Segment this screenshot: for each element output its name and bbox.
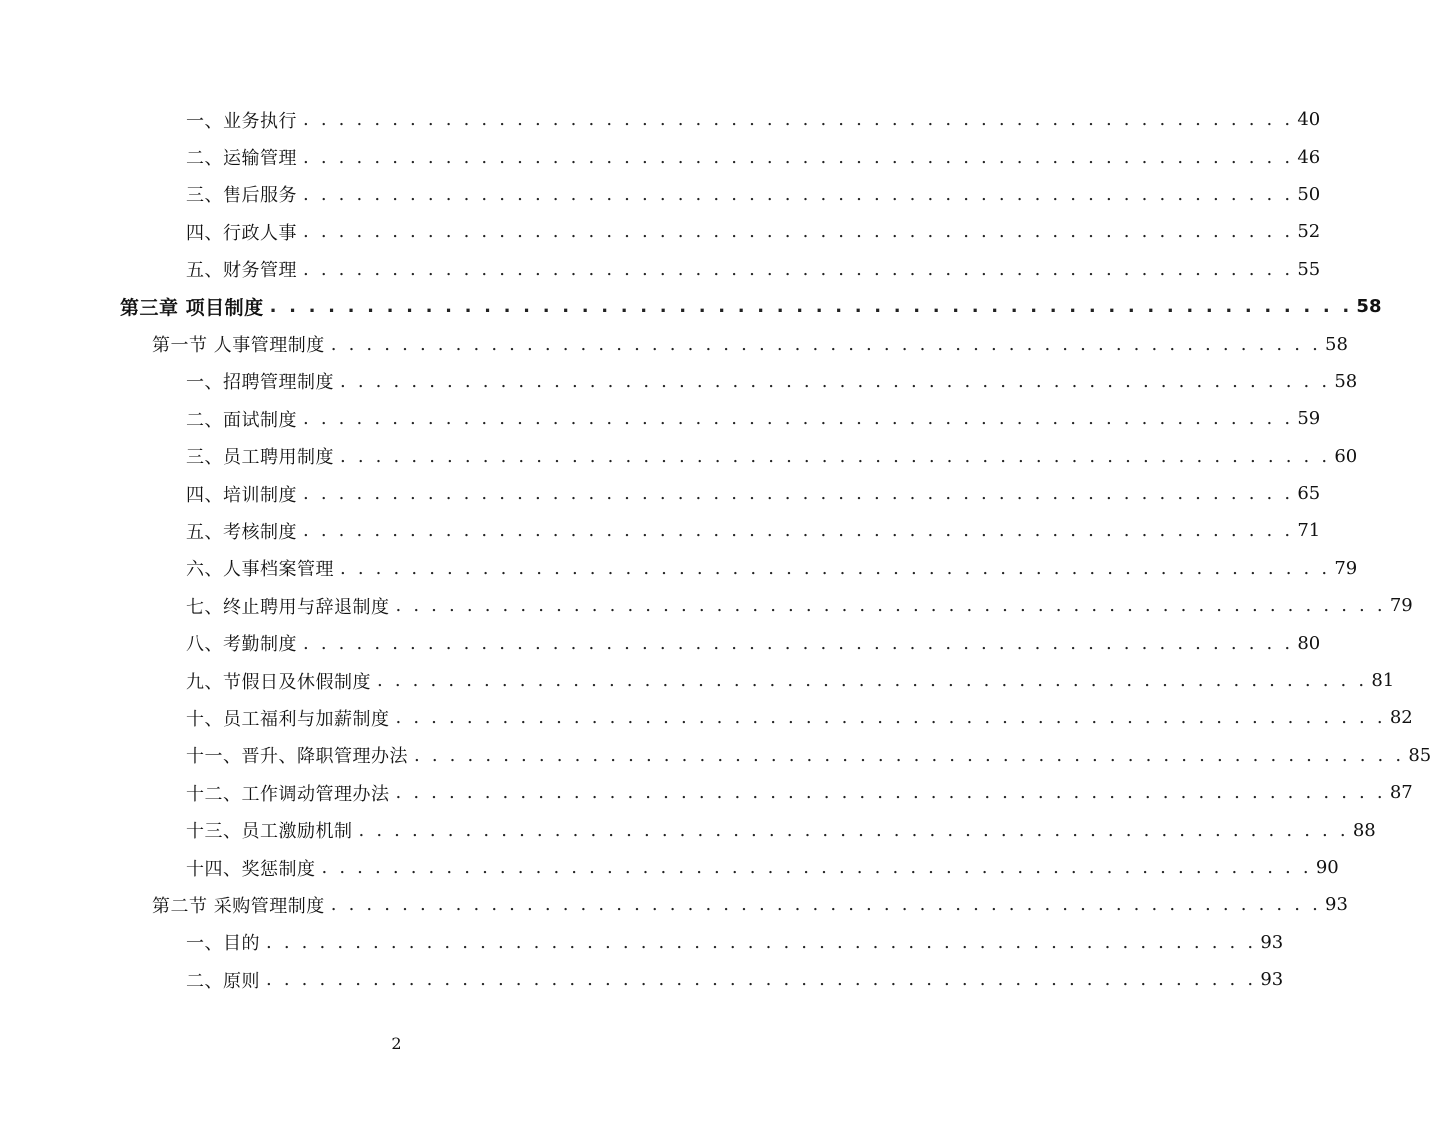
- toc-entry-page: 71: [1297, 520, 1321, 542]
- toc-entry-label: 一、业务执行: [186, 110, 297, 132]
- toc-entry-page: 55: [1297, 258, 1321, 280]
- dot-leader: . . . . . . . . . . . . . . . . . . . . . . . . . . . . . . . . . . . . . . . . . . . . . . . . . . . . . . . .: [269, 296, 1353, 318]
- toc-entry-item[interactable]: [0, 363, 1358, 400]
- toc-entry-page: 81: [1371, 670, 1395, 692]
- toc-entry-item[interactable]: [0, 961, 1284, 998]
- toc-entry-label: 四、行政人事: [186, 222, 297, 244]
- toc-entry-label: 第二节 采购管理制度: [152, 895, 325, 917]
- toc-entry-label: 三、售后服务: [186, 185, 297, 207]
- toc-entry-page: 90: [1315, 857, 1339, 878]
- toc-entry-item[interactable]: [0, 774, 1413, 811]
- toc-entry-label: 十、员工福利与加薪制度: [186, 708, 390, 730]
- toc-entry-page: 60: [1334, 445, 1358, 467]
- toc-entry-label: 三、员工聘用制度: [186, 447, 334, 469]
- dot-leader: . . . . . . . . . . . . . . . . . . . . . . . . . . . . . . . . . . . . . . . . . . . . . . . . . . . . . . . .: [395, 595, 1386, 617]
- toc-entry-item[interactable]: [0, 624, 1321, 661]
- toc-entry-label: 第一节 人事管理制度: [152, 335, 325, 357]
- page-number: 2: [391, 1034, 402, 1053]
- toc-entry-item[interactable]: [0, 512, 1321, 549]
- toc-entry-label: 二、原则: [186, 970, 260, 992]
- dot-leader: . . . . . . . . . . . . . . . . . . . . . . . . . . . . . . . . . . . . . . . . . . . . . . . . . . . . . . . .: [303, 632, 1294, 654]
- toc-entry-page: 40: [1297, 109, 1321, 131]
- toc-entry-label: 第三章 项目制度: [120, 297, 264, 320]
- toc-entry-item[interactable]: [0, 737, 1431, 774]
- toc-entry-page: 58: [1325, 333, 1348, 355]
- toc-entry-label: 十三、员工激励机制: [186, 821, 353, 843]
- toc-entry-page: 85: [1408, 744, 1431, 766]
- table-of-contents: [0, 101, 1431, 998]
- dot-leader: . . . . . . . . . . . . . . . . . . . . . . . . . . . . . . . . . . . . . . . . . . . . . . . . . . . . . . . .: [303, 221, 1294, 243]
- toc-entry-page: 58: [1334, 370, 1358, 392]
- dot-leader: . . . . . . . . . . . . . . . . . . . . . . . . . . . . . . . . . . . . . . . . . . . . . . . . . . . . . . . .: [266, 931, 1257, 953]
- toc-entry-item[interactable]: [0, 101, 1321, 138]
- toc-entry-item[interactable]: [0, 550, 1358, 587]
- toc-entry-section[interactable]: [0, 886, 1348, 923]
- toc-entry-item[interactable]: [0, 475, 1321, 512]
- toc-entry-page: 79: [1334, 557, 1358, 579]
- toc-entry-label: 二、运输管理: [186, 148, 297, 170]
- dot-leader: . . . . . . . . . . . . . . . . . . . . . . . . . . . . . . . . . . . . . . . . . . . . . . . . . . . . . . . .: [377, 670, 1368, 692]
- toc-entry-page: 93: [1260, 969, 1284, 991]
- toc-entry-section[interactable]: [0, 325, 1348, 362]
- dot-leader: . . . . . . . . . . . . . . . . . . . . . . . . . . . . . . . . . . . . . . . . . . . . . . . . . . . . . . . .: [303, 146, 1294, 168]
- toc-entry-page: 93: [1260, 931, 1284, 953]
- toc-entry-item[interactable]: [0, 662, 1395, 699]
- dot-leader: . . . . . . . . . . . . . . . . . . . . . . . . . . . . . . . . . . . . . . . . . . . . . . . . . . . . . . . .: [340, 445, 1331, 467]
- toc-entry-item[interactable]: [0, 176, 1321, 213]
- toc-entry-chapter[interactable]: [0, 288, 1382, 325]
- toc-entry-item[interactable]: [0, 587, 1413, 624]
- toc-entry-item[interactable]: [0, 438, 1358, 475]
- toc-entry-label: 四、培训制度: [186, 484, 297, 506]
- toc-entry-label: 一、目的: [186, 933, 260, 955]
- toc-entry-label: 十一、晋升、降职管理办法: [186, 746, 408, 768]
- toc-entry-page: 65: [1297, 483, 1321, 505]
- dot-leader: . . . . . . . . . . . . . . . . . . . . . . . . . . . . . . . . . . . . . . . . . . . . . . . . . . . . . . . .: [303, 109, 1294, 131]
- toc-entry-page: 52: [1297, 221, 1321, 243]
- dot-leader: . . . . . . . . . . . . . . . . . . . . . . . . . . . . . . . . . . . . . . . . . . . . . . . . . . . . . . . .: [340, 370, 1331, 392]
- dot-leader: . . . . . . . . . . . . . . . . . . . . . . . . . . . . . . . . . . . . . . . . . . . . . . . . . . . . . . . .: [303, 183, 1294, 205]
- dot-leader: . . . . . . . . . . . . . . . . . . . . . . . . . . . . . . . . . . . . . . . . . . . . . . . . . . . . . . . .: [395, 707, 1386, 729]
- toc-entry-page: 79: [1389, 595, 1413, 617]
- toc-entry-item[interactable]: [0, 138, 1321, 175]
- dot-leader: . . . . . . . . . . . . . . . . . . . . . . . . . . . . . . . . . . . . . . . . . . . . . . . . . . . . . . . .: [395, 782, 1386, 804]
- dot-leader: . . . . . . . . . . . . . . . . . . . . . . . . . . . . . . . . . . . . . . . . . . . . . . . . . . . . . . . .: [303, 258, 1294, 280]
- toc-entry-page: 88: [1352, 819, 1376, 841]
- toc-entry-item[interactable]: [0, 849, 1339, 886]
- toc-entry-page: 59: [1297, 408, 1321, 430]
- toc-entry-item[interactable]: [0, 251, 1321, 288]
- toc-entry-label: 六、人事档案管理: [186, 559, 334, 581]
- toc-entry-label: 五、考核制度: [186, 521, 297, 543]
- toc-entry-label: 十四、奖惩制度: [186, 858, 316, 880]
- dot-leader: . . . . . . . . . . . . . . . . . . . . . . . . . . . . . . . . . . . . . . . . . . . . . . . . . . . . . . . .: [321, 857, 1312, 878]
- toc-entry-label: 五、财务管理: [186, 260, 297, 282]
- toc-entry-page: 50: [1297, 183, 1321, 205]
- toc-entry-item[interactable]: [0, 699, 1413, 736]
- dot-leader: . . . . . . . . . . . . . . . . . . . . . . . . . . . . . . . . . . . . . . . . . . . . . . . . . . . . . . . .: [414, 744, 1405, 766]
- toc-entry-label: 二、面试制度: [186, 409, 297, 431]
- dot-leader: . . . . . . . . . . . . . . . . . . . . . . . . . . . . . . . . . . . . . . . . . . . . . . . . . . . . . . . .: [303, 520, 1294, 542]
- toc-entry-page: 93: [1325, 894, 1348, 916]
- toc-entry-label: 七、终止聘用与辞退制度: [186, 596, 390, 618]
- dot-leader: . . . . . . . . . . . . . . . . . . . . . . . . . . . . . . . . . . . . . . . . . . . . . . . . . . . . . . . .: [330, 333, 1322, 355]
- toc-entry-page: 82: [1389, 707, 1413, 729]
- dot-leader: . . . . . . . . . . . . . . . . . . . . . . . . . . . . . . . . . . . . . . . . . . . . . . . . . . . . . . . .: [303, 483, 1294, 505]
- toc-entry-item[interactable]: [0, 213, 1321, 250]
- toc-entry-page: 80: [1297, 632, 1321, 654]
- toc-entry-page: 46: [1297, 146, 1321, 168]
- toc-entry-page: 58: [1356, 296, 1382, 318]
- toc-entry-label: 一、招聘管理制度: [186, 372, 334, 394]
- toc-entry-item[interactable]: [0, 811, 1376, 848]
- dot-leader: . . . . . . . . . . . . . . . . . . . . . . . . . . . . . . . . . . . . . . . . . . . . . . . . . . . . . . . .: [266, 969, 1257, 991]
- toc-entry-page: 87: [1389, 782, 1413, 804]
- toc-entry-item[interactable]: [0, 400, 1321, 437]
- toc-entry-item[interactable]: [0, 924, 1284, 961]
- toc-entry-label: 九、节假日及休假制度: [186, 671, 371, 693]
- dot-leader: . . . . . . . . . . . . . . . . . . . . . . . . . . . . . . . . . . . . . . . . . . . . . . . . . . . . . . . .: [303, 408, 1294, 430]
- dot-leader: . . . . . . . . . . . . . . . . . . . . . . . . . . . . . . . . . . . . . . . . . . . . . . . . . . . . . . . .: [358, 819, 1349, 841]
- dot-leader: . . . . . . . . . . . . . . . . . . . . . . . . . . . . . . . . . . . . . . . . . . . . . . . . . . . . . . . .: [340, 557, 1331, 579]
- toc-entry-label: 八、考勤制度: [186, 634, 297, 656]
- dot-leader: . . . . . . . . . . . . . . . . . . . . . . . . . . . . . . . . . . . . . . . . . . . . . . . . . . . . . . . .: [330, 894, 1322, 916]
- toc-entry-label: 十二、工作调动管理办法: [186, 783, 390, 805]
